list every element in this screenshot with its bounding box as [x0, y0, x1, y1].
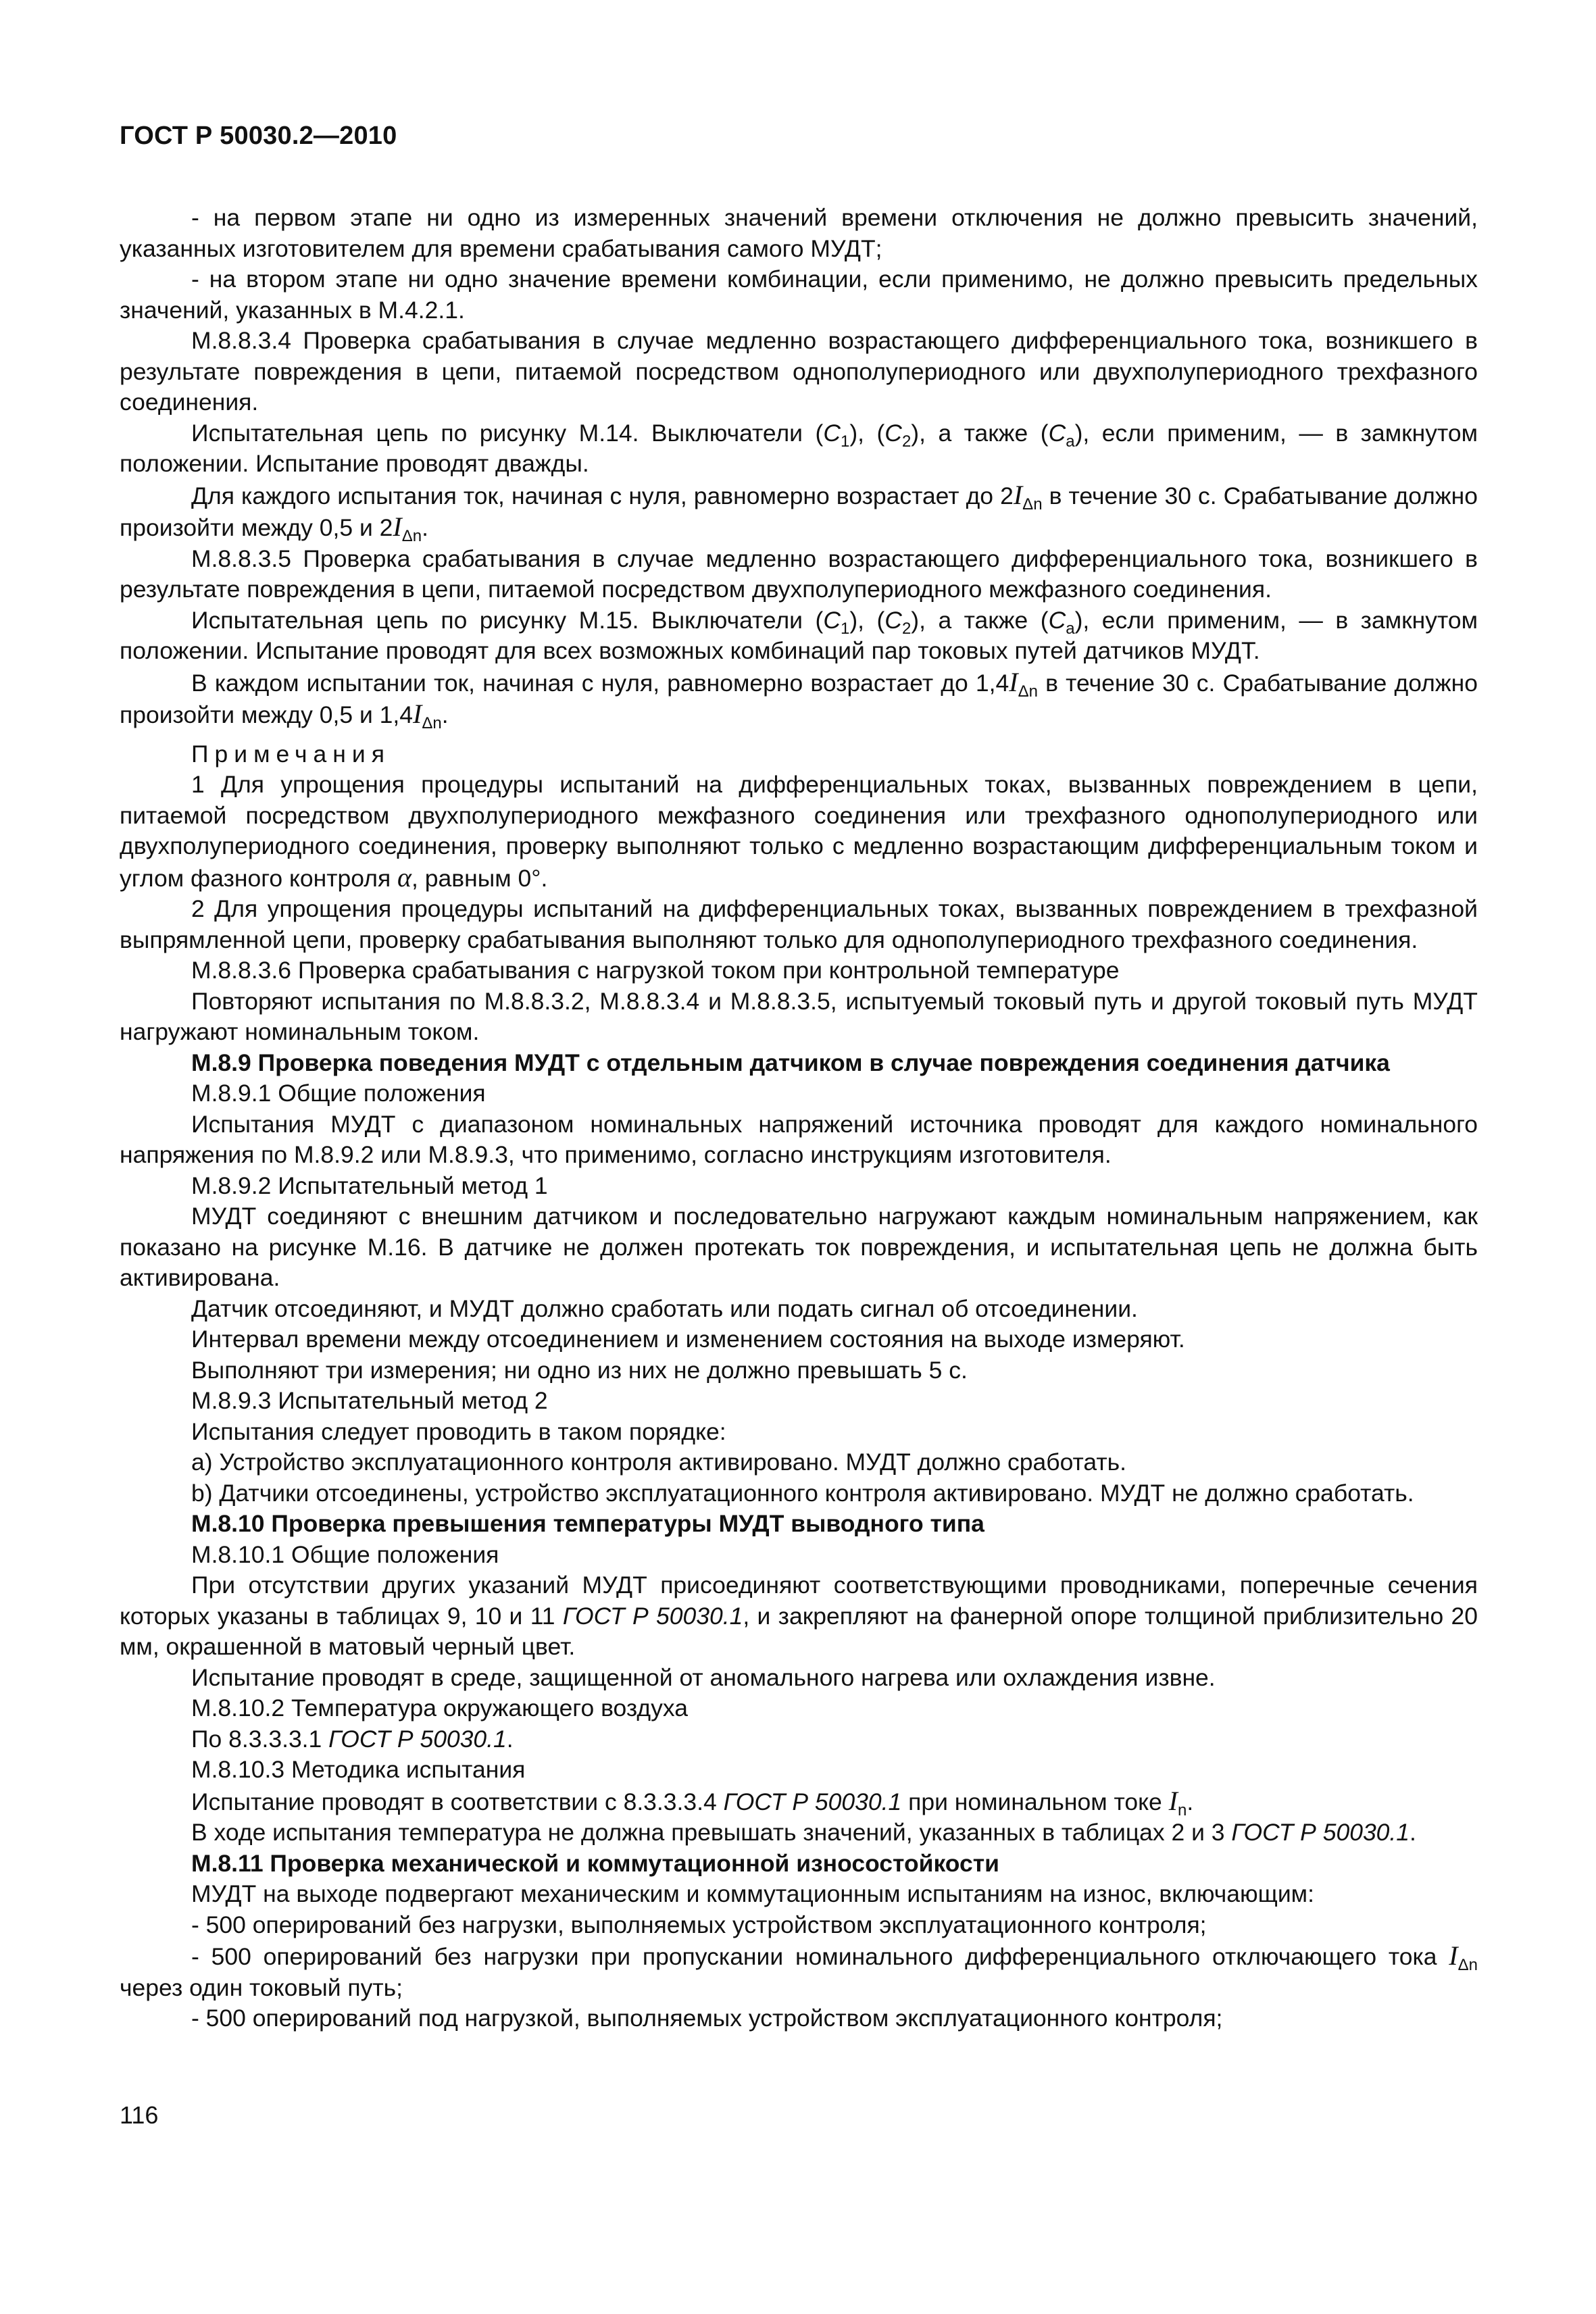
paragraph: Испытательная цепь по рисунку М.15. Выключатели $(C_1)$, $(C_2)$, а также $(C_a)$, если применим, — в замкнутом положении. Испытание проводят для всех возможных комбинаций пар токовых путей датчиков МУДТ.: [120, 606, 1478, 664]
paragraph: Испытание проводят в соответствии с 8.3.3.3.4 ГОСТ Р 50030.1 при номинальном токе $I_n$.: [191, 1785, 1194, 1819]
paragraph: - на втором этапе ни одно значение времени комбинации, если применимо, не должно превысить предельных значений, указанных в М.4.2.1.: [120, 266, 1478, 324]
paragraph: По 8.3.3.3.1 ГОСТ Р 50030.1.: [191, 1725, 514, 1753]
note-item: 2 Для упрощения процедуры испытаний на дифференциальных токах, вызванных повреждением в трехфазной выпрямленной цепи, проверку срабатывания выполняют только для однополупериодного трехфазного соединения.: [120, 895, 1478, 953]
paragraph: Испытания МУДТ с диапазоном номинальных напряжений источника проводят для каждого номинального напряжения по М.8.9.2 или М.8.9.3, что применимо, согласно инструкциям изготовителя.: [120, 1110, 1478, 1168]
paragraph: - на первом этапе ни одно из измеренных значений времени отключения не должно превысить значений, указанных изготовителем для времени срабатывания самого МУДТ;: [120, 204, 1478, 262]
paragraph: Выполняют три измерения; ни одно из них не должно превышать 5 с.: [191, 1356, 968, 1384]
paragraph: Испытания следует проводить в таком порядке:: [191, 1417, 726, 1445]
paragraph: Интервал времени между отсоединением и изменением состояния на выходе измеряют.: [191, 1326, 1185, 1353]
paragraph: Испытание проводят в среде, защищенной от аномального нагрева или охлаждения извне.: [191, 1663, 1216, 1691]
paragraph: МУДТ на выходе подвергают механическим и коммутационным испытаниям на износ, включающим:: [191, 1880, 1314, 1907]
section-heading: М.8.9 Проверка поведения МУДТ с отдельным датчиком в случае повреждения соединения датчика: [191, 1049, 1390, 1076]
paragraph: М.8.8.3.5 Проверка срабатывания в случае медленно возрастающего дифференциального тока, возникшего в результате повреждения в цепи, питаемой посредством двухполупериодного межфазного соединения.: [120, 545, 1478, 603]
document-header: ГОСТ Р 50030.2—2010: [120, 122, 397, 150]
paragraph: В каждом испытании ток, начиная с нуля, равномерно возрастает до $1,4I_{\Delta n}$ в течение 30 с. Срабатывание должно произойти между 0,5 и $1,4I_{\Delta n}$.: [120, 666, 1478, 732]
paragraph: Повторяют испытания по М.8.8.3.2, М.8.8.3.4 и М.8.8.3.5, испытуемый токовый путь и другой токовый путь МУДТ нагружают номинальным током.: [120, 987, 1478, 1045]
subsection-heading: М.8.9.3 Испытательный метод 2: [191, 1387, 548, 1414]
paragraph: При отсутствии других указаний МУДТ присоединяют соответствующими проводниками, поперечные сечения которых указаны в таблицах 9, 10 и 11 ГОСТ Р 50030.1, и закрепляют на фанерной опоре толщиной приблизительно 20 мм, окрашенной в матовый черный цвет.: [120, 1571, 1478, 1660]
document-body: [120, 203, 1478, 2034]
section-heading: М.8.11 Проверка механической и коммутационной износостойкости: [191, 1849, 999, 1877]
standard-reference: ГОСТ Р 50030.1: [723, 1788, 902, 1815]
list-item: b) Датчики отсоединены, устройство эксплуатационного контроля активировано. МУДТ не должно сработать.: [191, 1479, 1414, 1507]
paragraph: М.8.8.3.4 Проверка срабатывания в случае медленно возрастающего дифференциального тока, возникшего в результате повреждения в цепи, питаемой посредством однополупериодного или двухполупериодного трехфазного соединения.: [120, 327, 1478, 416]
list-item: a) Устройство эксплуатационного контроля активировано. МУДТ должно сработать.: [191, 1449, 1126, 1476]
subsection-heading: М.8.10.1 Общие положения: [191, 1540, 499, 1568]
subsection-heading: М.8.10.3 Методика испытания: [191, 1756, 526, 1783]
list-item: - 500 оперирований под нагрузкой, выполняемых устройством эксплуатационного контроля;: [191, 2005, 1223, 2032]
paragraph: В ходе испытания температура не должна превышать значений, указанных в таблицах 2 и 3 ГОСТ Р 50030.1.: [191, 1819, 1416, 1846]
page-number: 116: [120, 2101, 159, 2129]
subsection-heading: М.8.9.1 Общие положения: [191, 1080, 486, 1107]
notes-heading: Примечания: [191, 740, 391, 768]
list-item: - 500 оперирований без нагрузки при пропускании номинального дифференциального отключающего тока $I_{\Delta n}$ через один токовый путь;: [120, 1940, 1478, 2001]
note-item: 1 Для упрощения процедуры испытаний на дифференциальных токах, вызванных повреждением в цепи, питаемой посредством двухполупериодного межфазного соединения или трехфазного однополупериодного или двухполупериодного соединения, проверку выполняют только с медленно возрастающим дифференциальным током и углом фазного контроля α, равным 0°.: [120, 771, 1478, 892]
paragraph: Для каждого испытания ток, начиная с нуля, равномерно возрастает до $2I_{\Delta n}$ в течение 30 с. Срабатывание должно произойти между 0,5 и $2I_{\Delta n}$.: [120, 479, 1478, 545]
paragraph: Датчик отсоединяют, и МУДТ должно сработать или подать сигнал об отсоединении.: [191, 1294, 1138, 1322]
paragraph: Испытательная цепь по рисунку М.14. Выключатели $(C_1)$, $(C_2)$, а также $(C_a)$, если применим, — в замкнутом положении. Испытание проводят дважды.: [120, 419, 1478, 477]
subsection-heading: М.8.9.2 Испытательный метод 1: [191, 1172, 548, 1199]
standard-reference: ГОСТ Р 50030.1: [1231, 1819, 1410, 1846]
subsection-heading: М.8.10.2 Температура окружающего воздуха: [191, 1694, 688, 1721]
standard-reference: ГОСТ Р 50030.1: [562, 1602, 743, 1630]
list-item: - 500 оперирований без нагрузки, выполняемых устройством эксплуатационного контроля;: [191, 1911, 1207, 1938]
paragraph: М.8.8.3.6 Проверка срабатывания с нагрузкой током при контрольной температуре: [191, 957, 1120, 984]
section-heading: М.8.10 Проверка превышения температуры МУДТ выводного типа: [191, 1510, 984, 1537]
paragraph: МУДТ соединяют с внешним датчиком и последовательно нагружают каждым номинальным напряжением, как показано на рисунке М.16. В датчике не должен протекать ток повреждения, и испытательная цепь не должна быть активирована.: [120, 1203, 1478, 1291]
standard-reference: ГОСТ Р 50030.1: [328, 1725, 507, 1753]
